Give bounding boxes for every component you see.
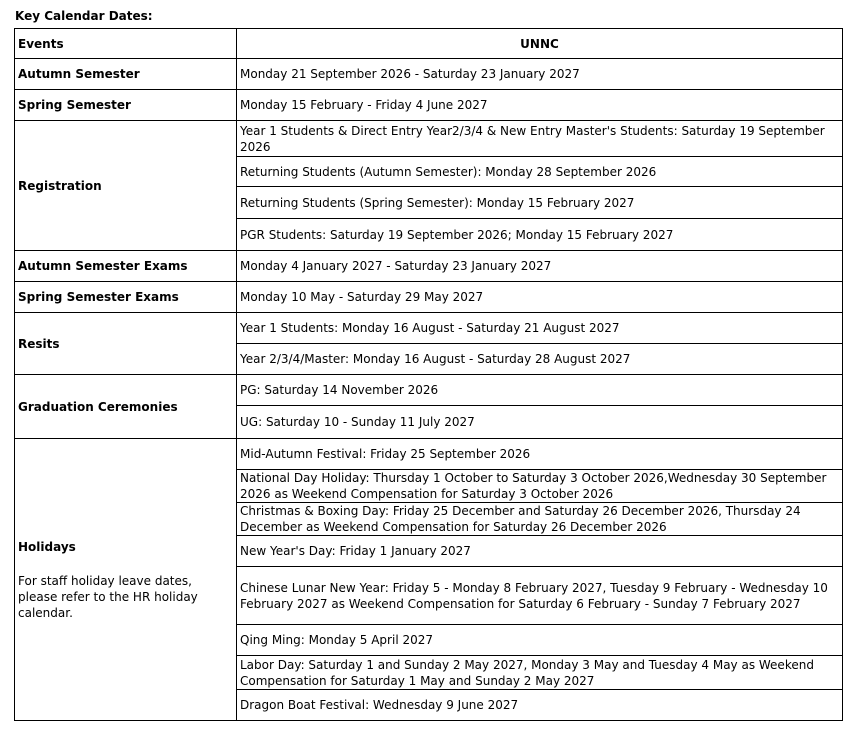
date-cell: PGR Students: Saturday 19 September 2026; Monday 15 February 2027 [237, 219, 843, 251]
date-cell: Year 1 Students: Monday 16 August - Saturday 21 August 2027 [237, 313, 843, 344]
date-cell: Returning Students (Spring Semester): Monday 15 February 2027 [237, 187, 843, 219]
event-graduation: Graduation Ceremonies [15, 375, 237, 439]
date-cell: Monday 4 January 2027 - Saturday 23 January 2027 [237, 251, 843, 282]
header-unnc: UNNC [237, 29, 843, 59]
key-dates-table [14, 28, 843, 721]
date-cell: Labor Day: Saturday 1 and Sunday 2 May 2027, Monday 3 May and Tuesday 4 May as Weekend Compensation for Saturday 1 May and Sunday 2 May 2027 [237, 656, 843, 690]
table-row [15, 59, 843, 90]
date-cell: Monday 21 September 2026 - Saturday 23 January 2027 [237, 59, 843, 90]
date-cell: Monday 15 February - Friday 4 June 2027 [237, 90, 843, 121]
holidays-note: For staff holiday leave dates, please refer to the HR holiday calendar. [18, 573, 198, 620]
table-row [15, 313, 843, 344]
event-spring-exams: Spring Semester Exams [15, 282, 237, 313]
table-row [15, 251, 843, 282]
date-cell: Qing Ming: Monday 5 April 2027 [237, 625, 843, 656]
page-title: Key Calendar Dates: [15, 9, 153, 23]
table-row [15, 90, 843, 121]
header-events: Events [15, 29, 237, 59]
holidays-label: Holidays [18, 539, 76, 554]
date-cell: Year 1 Students & Direct Entry Year2/3/4 & New Entry Master's Students: Saturday 19 September 2026 [237, 121, 843, 157]
date-cell: PG: Saturday 14 November 2026 [237, 375, 843, 406]
date-cell: Dragon Boat Festival: Wednesday 9 June 2027 [237, 690, 843, 721]
date-cell: New Year's Day: Friday 1 January 2027 [237, 536, 843, 567]
event-resits: Resits [15, 313, 237, 375]
table-row [15, 375, 843, 406]
date-cell: Returning Students (Autumn Semester): Monday 28 September 2026 [237, 157, 843, 187]
table-header-row [15, 29, 843, 59]
event-registration: Registration [15, 121, 237, 251]
date-cell: Christmas & Boxing Day: Friday 25 December and Saturday 26 December 2026, Thursday 24 December as Weekend Compensation for Saturday 26 December 2026 [237, 503, 843, 536]
event-spring-semester: Spring Semester [15, 90, 237, 121]
date-cell: National Day Holiday: Thursday 1 October to Saturday 3 October 2026,Wednesday 30 September 2026 as Weekend Compensation for Saturday 3 October 2026 [237, 470, 843, 503]
table-row [15, 439, 843, 470]
date-cell: UG: Saturday 10 - Sunday 11 July 2027 [237, 406, 843, 439]
event-autumn-semester: Autumn Semester [15, 59, 237, 90]
event-autumn-exams: Autumn Semester Exams [15, 251, 237, 282]
date-cell: Monday 10 May - Saturday 29 May 2027 [237, 282, 843, 313]
table-row [15, 121, 843, 157]
date-cell: Chinese Lunar New Year: Friday 5 - Monday 8 February 2027, Tuesday 9 February - Wednesday 10 February 2027 as Weekend Compensation for Saturday 6 February - Sunday 7 February 2027 [237, 567, 843, 625]
date-cell: Year 2/3/4/Master: Monday 16 August - Saturday 28 August 2027 [237, 344, 843, 375]
date-cell: Mid-Autumn Festival: Friday 25 September 2026 [237, 439, 843, 470]
table-row [15, 282, 843, 313]
event-holidays [15, 439, 237, 721]
